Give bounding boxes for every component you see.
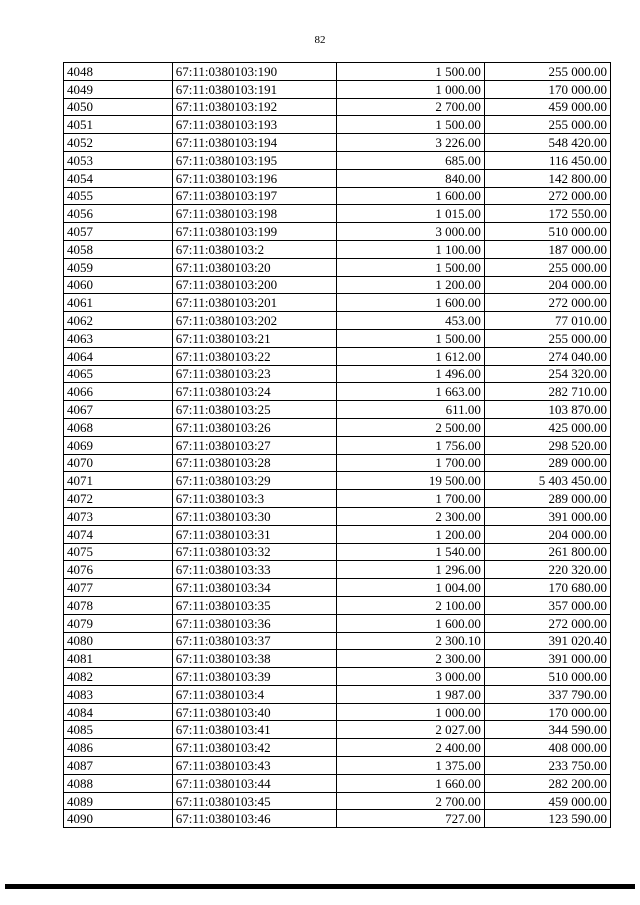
area-cell: 685.00 bbox=[337, 151, 484, 169]
cadastral-number-cell: 67:11:0380103:35 bbox=[172, 596, 337, 614]
area-cell: 1 100.00 bbox=[337, 240, 484, 258]
table-row bbox=[64, 739, 611, 757]
table-body bbox=[64, 63, 611, 828]
table-row bbox=[64, 365, 611, 383]
row-number-cell: 4086 bbox=[64, 739, 173, 757]
table-row bbox=[64, 240, 611, 258]
value-cell: 357 000.00 bbox=[484, 596, 610, 614]
table-row bbox=[64, 205, 611, 223]
row-number-cell: 4075 bbox=[64, 543, 173, 561]
area-cell: 3 000.00 bbox=[337, 223, 484, 241]
table-row bbox=[64, 312, 611, 330]
value-cell: 77 010.00 bbox=[484, 312, 610, 330]
table-row bbox=[64, 792, 611, 810]
table-row bbox=[64, 294, 611, 312]
area-cell: 2 027.00 bbox=[337, 721, 484, 739]
value-cell: 170 000.00 bbox=[484, 703, 610, 721]
row-number-cell: 4085 bbox=[64, 721, 173, 739]
table-row bbox=[64, 454, 611, 472]
cadastral-number-cell: 67:11:0380103:26 bbox=[172, 418, 337, 436]
table-row bbox=[64, 187, 611, 205]
value-cell: 116 450.00 bbox=[484, 151, 610, 169]
value-cell: 255 000.00 bbox=[484, 258, 610, 276]
row-number-cell: 4074 bbox=[64, 525, 173, 543]
value-cell: 298 520.00 bbox=[484, 436, 610, 454]
land-parcels-table bbox=[63, 62, 611, 828]
area-cell: 1 540.00 bbox=[337, 543, 484, 561]
value-cell: 282 710.00 bbox=[484, 383, 610, 401]
cadastral-number-cell: 67:11:0380103:20 bbox=[172, 258, 337, 276]
cadastral-number-cell: 67:11:0380103:196 bbox=[172, 169, 337, 187]
value-cell: 274 040.00 bbox=[484, 347, 610, 365]
cadastral-number-cell: 67:11:0380103:198 bbox=[172, 205, 337, 223]
cadastral-number-cell: 67:11:0380103:41 bbox=[172, 721, 337, 739]
value-cell: 170 000.00 bbox=[484, 80, 610, 98]
row-number-cell: 4087 bbox=[64, 757, 173, 775]
table-row bbox=[64, 721, 611, 739]
area-cell: 2 500.00 bbox=[337, 418, 484, 436]
table-row bbox=[64, 134, 611, 152]
cadastral-number-cell: 67:11:0380103:190 bbox=[172, 63, 337, 81]
cadastral-number-cell: 67:11:0380103:43 bbox=[172, 757, 337, 775]
value-cell: 254 320.00 bbox=[484, 365, 610, 383]
cadastral-number-cell: 67:11:0380103:40 bbox=[172, 703, 337, 721]
area-cell: 1 375.00 bbox=[337, 757, 484, 775]
page-number: 82 bbox=[314, 34, 326, 46]
table-row bbox=[64, 151, 611, 169]
cadastral-number-cell: 67:11:0380103:193 bbox=[172, 116, 337, 134]
row-number-cell: 4072 bbox=[64, 490, 173, 508]
cadastral-number-cell: 67:11:0380103:42 bbox=[172, 739, 337, 757]
cadastral-number-cell: 67:11:0380103:191 bbox=[172, 80, 337, 98]
area-cell: 2 300.10 bbox=[337, 632, 484, 650]
table-row bbox=[64, 774, 611, 792]
row-number-cell: 4051 bbox=[64, 116, 173, 134]
value-cell: 272 000.00 bbox=[484, 294, 610, 312]
row-number-cell: 4083 bbox=[64, 685, 173, 703]
table-row bbox=[64, 490, 611, 508]
cadastral-number-cell: 67:11:0380103:200 bbox=[172, 276, 337, 294]
row-number-cell: 4048 bbox=[64, 63, 173, 81]
area-cell: 1 000.00 bbox=[337, 703, 484, 721]
value-cell: 261 800.00 bbox=[484, 543, 610, 561]
area-cell: 2 700.00 bbox=[337, 792, 484, 810]
value-cell: 391 000.00 bbox=[484, 650, 610, 668]
row-number-cell: 4084 bbox=[64, 703, 173, 721]
value-cell: 289 000.00 bbox=[484, 454, 610, 472]
row-number-cell: 4069 bbox=[64, 436, 173, 454]
row-number-cell: 4077 bbox=[64, 579, 173, 597]
table-row bbox=[64, 685, 611, 703]
cadastral-number-cell: 67:11:0380103:192 bbox=[172, 98, 337, 116]
table-row bbox=[64, 401, 611, 419]
bottom-rule bbox=[5, 884, 635, 889]
table-row bbox=[64, 98, 611, 116]
area-cell: 1 700.00 bbox=[337, 454, 484, 472]
cadastral-number-cell: 67:11:0380103:44 bbox=[172, 774, 337, 792]
cadastral-number-cell: 67:11:0380103:199 bbox=[172, 223, 337, 241]
area-cell: 1 500.00 bbox=[337, 116, 484, 134]
value-cell: 408 000.00 bbox=[484, 739, 610, 757]
row-number-cell: 4089 bbox=[64, 792, 173, 810]
area-cell: 1 496.00 bbox=[337, 365, 484, 383]
row-number-cell: 4061 bbox=[64, 294, 173, 312]
row-number-cell: 4054 bbox=[64, 169, 173, 187]
cadastral-number-cell: 67:11:0380103:38 bbox=[172, 650, 337, 668]
value-cell: 220 320.00 bbox=[484, 561, 610, 579]
row-number-cell: 4058 bbox=[64, 240, 173, 258]
area-cell: 2 700.00 bbox=[337, 98, 484, 116]
area-cell: 19 500.00 bbox=[337, 472, 484, 490]
cadastral-number-cell: 67:11:0380103:45 bbox=[172, 792, 337, 810]
value-cell: 272 000.00 bbox=[484, 614, 610, 632]
cadastral-number-cell: 67:11:0380103:21 bbox=[172, 329, 337, 347]
row-number-cell: 4060 bbox=[64, 276, 173, 294]
table-row bbox=[64, 650, 611, 668]
cadastral-number-cell: 67:11:0380103:22 bbox=[172, 347, 337, 365]
row-number-cell: 4070 bbox=[64, 454, 173, 472]
table-row bbox=[64, 668, 611, 686]
cadastral-number-cell: 67:11:0380103:25 bbox=[172, 401, 337, 419]
row-number-cell: 4088 bbox=[64, 774, 173, 792]
row-number-cell: 4052 bbox=[64, 134, 173, 152]
cadastral-number-cell: 67:11:0380103:30 bbox=[172, 507, 337, 525]
row-number-cell: 4062 bbox=[64, 312, 173, 330]
area-cell: 2 300.00 bbox=[337, 650, 484, 668]
row-number-cell: 4078 bbox=[64, 596, 173, 614]
area-cell: 1 987.00 bbox=[337, 685, 484, 703]
row-number-cell: 4053 bbox=[64, 151, 173, 169]
table-row bbox=[64, 63, 611, 81]
table-row bbox=[64, 169, 611, 187]
row-number-cell: 4090 bbox=[64, 810, 173, 828]
row-number-cell: 4057 bbox=[64, 223, 173, 241]
value-cell: 289 000.00 bbox=[484, 490, 610, 508]
area-cell: 1 500.00 bbox=[337, 258, 484, 276]
value-cell: 187 000.00 bbox=[484, 240, 610, 258]
area-cell: 1 600.00 bbox=[337, 614, 484, 632]
table-row bbox=[64, 579, 611, 597]
table-row bbox=[64, 543, 611, 561]
row-number-cell: 4065 bbox=[64, 365, 173, 383]
area-cell: 1 500.00 bbox=[337, 329, 484, 347]
value-cell: 510 000.00 bbox=[484, 223, 610, 241]
value-cell: 425 000.00 bbox=[484, 418, 610, 436]
cadastral-number-cell: 67:11:0380103:4 bbox=[172, 685, 337, 703]
cadastral-number-cell: 67:11:0380103:28 bbox=[172, 454, 337, 472]
area-cell: 1 000.00 bbox=[337, 80, 484, 98]
area-cell: 453.00 bbox=[337, 312, 484, 330]
cadastral-number-cell: 67:11:0380103:195 bbox=[172, 151, 337, 169]
table-row bbox=[64, 258, 611, 276]
table-row bbox=[64, 223, 611, 241]
value-cell: 123 590.00 bbox=[484, 810, 610, 828]
area-cell: 1 015.00 bbox=[337, 205, 484, 223]
cadastral-number-cell: 67:11:0380103:31 bbox=[172, 525, 337, 543]
row-number-cell: 4071 bbox=[64, 472, 173, 490]
cadastral-number-cell: 67:11:0380103:32 bbox=[172, 543, 337, 561]
area-cell: 727.00 bbox=[337, 810, 484, 828]
value-cell: 548 420.00 bbox=[484, 134, 610, 152]
row-number-cell: 4049 bbox=[64, 80, 173, 98]
row-number-cell: 4066 bbox=[64, 383, 173, 401]
area-cell: 840.00 bbox=[337, 169, 484, 187]
value-cell: 103 870.00 bbox=[484, 401, 610, 419]
row-number-cell: 4073 bbox=[64, 507, 173, 525]
cadastral-number-cell: 67:11:0380103:201 bbox=[172, 294, 337, 312]
area-cell: 1 756.00 bbox=[337, 436, 484, 454]
area-cell: 2 400.00 bbox=[337, 739, 484, 757]
value-cell: 172 550.00 bbox=[484, 205, 610, 223]
cadastral-number-cell: 67:11:0380103:37 bbox=[172, 632, 337, 650]
area-cell: 1 600.00 bbox=[337, 187, 484, 205]
row-number-cell: 4050 bbox=[64, 98, 173, 116]
value-cell: 391 020.40 bbox=[484, 632, 610, 650]
table-row bbox=[64, 614, 611, 632]
area-cell: 1 612.00 bbox=[337, 347, 484, 365]
table-row bbox=[64, 418, 611, 436]
area-cell: 2 100.00 bbox=[337, 596, 484, 614]
table-row bbox=[64, 80, 611, 98]
table-row bbox=[64, 810, 611, 828]
table-row bbox=[64, 116, 611, 134]
area-cell: 1 663.00 bbox=[337, 383, 484, 401]
row-number-cell: 4067 bbox=[64, 401, 173, 419]
table-row bbox=[64, 525, 611, 543]
value-cell: 204 000.00 bbox=[484, 276, 610, 294]
row-number-cell: 4081 bbox=[64, 650, 173, 668]
cadastral-number-cell: 67:11:0380103:23 bbox=[172, 365, 337, 383]
row-number-cell: 4059 bbox=[64, 258, 173, 276]
cadastral-number-cell: 67:11:0380103:46 bbox=[172, 810, 337, 828]
area-cell: 1 200.00 bbox=[337, 525, 484, 543]
table-row bbox=[64, 632, 611, 650]
value-cell: 170 680.00 bbox=[484, 579, 610, 597]
row-number-cell: 4082 bbox=[64, 668, 173, 686]
value-cell: 391 000.00 bbox=[484, 507, 610, 525]
cadastral-number-cell: 67:11:0380103:194 bbox=[172, 134, 337, 152]
table-row bbox=[64, 347, 611, 365]
table-row bbox=[64, 276, 611, 294]
area-cell: 1 296.00 bbox=[337, 561, 484, 579]
table-row bbox=[64, 596, 611, 614]
value-cell: 255 000.00 bbox=[484, 329, 610, 347]
table-row bbox=[64, 561, 611, 579]
value-cell: 142 800.00 bbox=[484, 169, 610, 187]
value-cell: 459 000.00 bbox=[484, 792, 610, 810]
value-cell: 255 000.00 bbox=[484, 116, 610, 134]
cadastral-number-cell: 67:11:0380103:39 bbox=[172, 668, 337, 686]
row-number-cell: 4055 bbox=[64, 187, 173, 205]
cadastral-number-cell: 67:11:0380103:197 bbox=[172, 187, 337, 205]
table-row bbox=[64, 383, 611, 401]
value-cell: 459 000.00 bbox=[484, 98, 610, 116]
value-cell: 204 000.00 bbox=[484, 525, 610, 543]
row-number-cell: 4079 bbox=[64, 614, 173, 632]
value-cell: 255 000.00 bbox=[484, 63, 610, 81]
area-cell: 1 200.00 bbox=[337, 276, 484, 294]
value-cell: 5 403 450.00 bbox=[484, 472, 610, 490]
value-cell: 233 750.00 bbox=[484, 757, 610, 775]
area-cell: 1 600.00 bbox=[337, 294, 484, 312]
row-number-cell: 4068 bbox=[64, 418, 173, 436]
cadastral-number-cell: 67:11:0380103:33 bbox=[172, 561, 337, 579]
value-cell: 337 790.00 bbox=[484, 685, 610, 703]
area-cell: 2 300.00 bbox=[337, 507, 484, 525]
area-cell: 1 660.00 bbox=[337, 774, 484, 792]
cadastral-number-cell: 67:11:0380103:36 bbox=[172, 614, 337, 632]
cadastral-number-cell: 67:11:0380103:27 bbox=[172, 436, 337, 454]
row-number-cell: 4076 bbox=[64, 561, 173, 579]
cadastral-number-cell: 67:11:0380103:2 bbox=[172, 240, 337, 258]
area-cell: 1 004.00 bbox=[337, 579, 484, 597]
table-row bbox=[64, 472, 611, 490]
row-number-cell: 4064 bbox=[64, 347, 173, 365]
value-cell: 282 200.00 bbox=[484, 774, 610, 792]
area-cell: 611.00 bbox=[337, 401, 484, 419]
value-cell: 344 590.00 bbox=[484, 721, 610, 739]
row-number-cell: 4080 bbox=[64, 632, 173, 650]
area-cell: 1 500.00 bbox=[337, 63, 484, 81]
table-row bbox=[64, 757, 611, 775]
table-row bbox=[64, 507, 611, 525]
row-number-cell: 4063 bbox=[64, 329, 173, 347]
cadastral-number-cell: 67:11:0380103:3 bbox=[172, 490, 337, 508]
value-cell: 510 000.00 bbox=[484, 668, 610, 686]
area-cell: 3 226.00 bbox=[337, 134, 484, 152]
table-row bbox=[64, 329, 611, 347]
cadastral-number-cell: 67:11:0380103:34 bbox=[172, 579, 337, 597]
cadastral-number-cell: 67:11:0380103:29 bbox=[172, 472, 337, 490]
table-row bbox=[64, 703, 611, 721]
cadastral-number-cell: 67:11:0380103:24 bbox=[172, 383, 337, 401]
area-cell: 1 700.00 bbox=[337, 490, 484, 508]
cadastral-number-cell: 67:11:0380103:202 bbox=[172, 312, 337, 330]
area-cell: 3 000.00 bbox=[337, 668, 484, 686]
value-cell: 272 000.00 bbox=[484, 187, 610, 205]
table-row bbox=[64, 436, 611, 454]
row-number-cell: 4056 bbox=[64, 205, 173, 223]
